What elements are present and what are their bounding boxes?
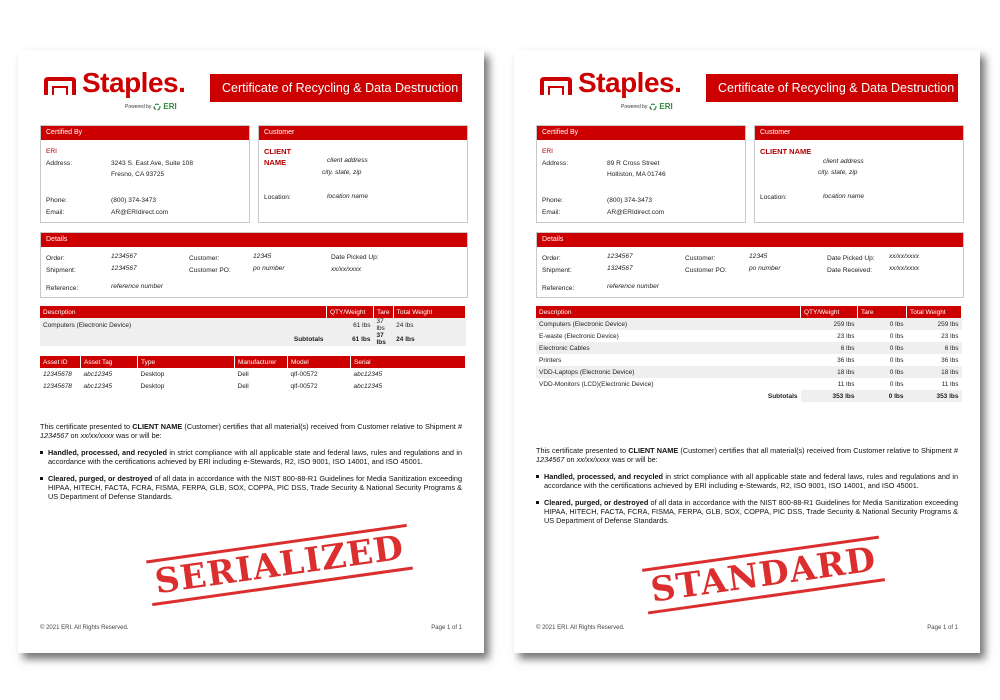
- bullet-title: Cleared, purged, or destroyed: [544, 498, 649, 507]
- intro-client-name: CLIENT NAME: [132, 422, 183, 431]
- email-value: AR@ERIdirect.com: [607, 209, 665, 216]
- customer-number-label: Customer:: [189, 255, 220, 262]
- row-description: Computers (Electronic Device): [40, 318, 327, 332]
- email-value: AR@ERIdirect.com: [111, 209, 169, 216]
- email-label: Email:: [46, 209, 65, 216]
- row-total: 259 lbs: [907, 318, 962, 330]
- certificate-page-standard: [514, 50, 980, 653]
- eri-logo-text: ERI: [659, 102, 673, 111]
- row-description: Computers (Electronic Device): [536, 318, 801, 330]
- table-row: [536, 354, 962, 366]
- asset-type: Desktop: [140, 370, 165, 378]
- date-picked-value: xx/xx/xxxx: [331, 266, 362, 273]
- col-asset-tag: Asset Tag: [81, 356, 138, 368]
- subtotal-label: Subtotals: [767, 392, 798, 400]
- client-name: CLIENT NAME: [760, 147, 812, 156]
- address-label: Address:: [46, 160, 73, 167]
- subtotal-row: [536, 390, 962, 402]
- weight-table: [536, 306, 962, 402]
- table-row: [536, 378, 962, 390]
- row-total: 36 lbs: [941, 356, 959, 364]
- col-total: Total Weight: [907, 306, 962, 318]
- asset-tag: abc12345: [83, 382, 113, 390]
- address-label: Address:: [542, 160, 569, 167]
- subtotal-qty: 61 lbs: [327, 332, 374, 346]
- customer-po-value: po number: [253, 265, 285, 272]
- row-total: 23 lbs: [941, 332, 959, 340]
- phone-value: (800) 374-3473: [111, 197, 157, 204]
- client-address: client address: [823, 158, 864, 165]
- date-picked-label: Date Picked Up:: [331, 254, 379, 261]
- page-header: [536, 50, 958, 130]
- col-serial: Serial: [351, 356, 466, 368]
- row-description: VDD-Laptops (Electronic Device): [536, 366, 801, 378]
- col-description: Description: [536, 306, 801, 318]
- address-line-1: 3243 S. East Ave, Suite 108: [111, 160, 193, 167]
- row-description: Printers: [539, 356, 562, 364]
- asset-id: 12345678: [43, 382, 72, 390]
- bullet-dot: [536, 475, 539, 478]
- certification-statement: [536, 446, 958, 525]
- customer-po-value: po number: [749, 265, 781, 272]
- powered-by: [125, 102, 177, 111]
- subtotal-total: 24 lbs: [393, 332, 465, 346]
- footer-copyright: © 2021 ERI. All Rights Reserved.: [536, 625, 625, 631]
- client-city: city, state, zip: [818, 169, 858, 176]
- intro-date: xx/xx/xxxx: [80, 431, 114, 440]
- intro-shipment: 1234567: [536, 455, 565, 464]
- shipment-label: Shipment:: [46, 267, 76, 274]
- phone-label: Phone:: [46, 197, 67, 204]
- intro-text: on: [566, 455, 575, 464]
- reference-label: Reference:: [542, 285, 575, 292]
- bullet-text: of all data in accordance with the NIST 800-88-R1 Guidelines for Media Sanitization exceeding HIPAA, HITECH, FACTA, FCRA, FISMA, FERPA, GLB, SOX, COPPA, PIC DSS, Trade Security & National Security Programs & US Department of Defense Standards.: [48, 474, 462, 501]
- table-header-row: [40, 306, 466, 318]
- asset-manufacturer: Dell: [237, 382, 249, 390]
- intro-text: was or will be:: [611, 455, 658, 464]
- date-picked-label: Date Picked Up:: [827, 255, 875, 262]
- row-qty: 6 lbs: [801, 342, 858, 354]
- order-label: Order:: [46, 255, 65, 262]
- asset-serial: abc12345: [353, 370, 383, 378]
- col-type: Type: [138, 356, 235, 368]
- customer-box: [258, 125, 468, 223]
- footer-page-number: Page 1 of 1: [431, 625, 462, 631]
- row-qty: 259 lbs: [801, 318, 858, 330]
- certificate-page-serialized: [18, 50, 484, 653]
- staples-logo-text: Staples.: [82, 67, 186, 98]
- certified-by-header: Certified By: [41, 126, 249, 140]
- row-tare: 0 lbs: [858, 366, 907, 378]
- location-label: Location:: [760, 194, 787, 201]
- address-line-2: Fresno, CA 93725: [111, 171, 165, 178]
- location-name: location name: [327, 193, 369, 200]
- phone-value: (800) 374-3473: [607, 197, 653, 204]
- asset-table: [40, 356, 466, 392]
- row-tare: 0 lbs: [858, 342, 907, 354]
- subtotal-total: 353 lbs: [907, 390, 962, 402]
- col-model: Model: [288, 356, 351, 368]
- asset-model: qlf-00572: [290, 370, 318, 378]
- date-received-value: xx/xx/xxxx: [889, 265, 920, 272]
- table-row: [536, 366, 962, 378]
- subtotal-qty: 353 lbs: [801, 390, 858, 402]
- certificate-title: Certificate of Recycling & Data Destruction: [210, 74, 462, 102]
- asset-row: [40, 368, 466, 380]
- reference-label: Reference:: [46, 285, 79, 292]
- order-value: 1234567: [607, 253, 633, 260]
- bullet-title: Handled, processed, and recycled: [48, 448, 168, 457]
- shipment-label: Shipment:: [542, 267, 572, 274]
- reference-value: reference number: [111, 283, 164, 290]
- client-name-line-2: NAME: [264, 158, 287, 167]
- asset-row: [40, 380, 466, 392]
- col-tare: Tare: [374, 306, 394, 318]
- page-header: [40, 50, 462, 130]
- row-tare: 0 lbs: [858, 318, 907, 330]
- customer-number-label: Customer:: [685, 255, 716, 262]
- client-city: city, state, zip: [322, 169, 362, 176]
- bullet-dot: [536, 501, 539, 504]
- staples-logo-text: Staples.: [578, 67, 682, 98]
- intro-text: This certificate presented to: [40, 422, 131, 431]
- intro-text: This certificate presented to: [536, 446, 627, 455]
- customer-header: Customer: [755, 126, 963, 140]
- subtotal-label: Subtotals: [40, 332, 327, 346]
- customer-number-value: 12345: [749, 253, 768, 260]
- bullet-title: Handled, processed, and recycled: [544, 472, 664, 481]
- address-line-2: Holliston, MA 01746: [607, 171, 666, 178]
- email-label: Email:: [542, 209, 561, 216]
- row-total: 18 lbs: [907, 366, 962, 378]
- certification-intro: [536, 446, 958, 464]
- row-description: VDD-Monitors (LCD)(Electronic Device): [539, 380, 654, 388]
- asset-type: Desktop: [140, 382, 165, 390]
- details-box: [40, 232, 468, 298]
- col-total: Total Weight: [393, 306, 465, 318]
- certification-statement: [40, 422, 462, 501]
- bullet-text: in strict compliance with all applicable state and federal laws, rules and regulations and in accordance with the certifications achieved by ERI including e-Stewards, R2, ISO 9001, ISO 14001, and ISO 45001.: [544, 472, 958, 490]
- shipment-value: 1234567: [111, 265, 137, 272]
- certificate-title: Certificate of Recycling & Data Destruction: [706, 74, 958, 102]
- row-tare: 37 lbs: [374, 318, 394, 332]
- footer-copyright: © 2021 ERI. All Rights Reserved.: [40, 625, 129, 631]
- col-qty: QTY/Weight: [801, 306, 858, 318]
- bullet-data-destroyed: [536, 498, 958, 525]
- certification-intro: [40, 422, 462, 440]
- row-tare: 0 lbs: [889, 380, 904, 388]
- intro-text: (Customer) certifies that all material(s) received from Customer relative to Shipment #: [680, 446, 959, 455]
- phone-label: Phone:: [542, 197, 563, 204]
- bullet-dot: [40, 451, 43, 454]
- row-description: E-waste (Electronic Device): [539, 332, 619, 340]
- asset-header-row: [40, 356, 466, 368]
- serialized-stamp: SERIALIZED: [146, 524, 413, 606]
- certified-by-box: [40, 125, 250, 223]
- certifier-name: ERI: [542, 148, 553, 155]
- table-row: [536, 342, 962, 354]
- certified-by-box: [536, 125, 746, 223]
- intro-text: (Customer) certifies that all material(s) received from Customer relative to Shipment #: [184, 422, 463, 431]
- location-label: Location:: [264, 194, 291, 201]
- bullet-text: of all data in accordance with the NIST 800-88-R1 Guidelines for Media Sanitization exceeding HIPAA, HITECH, FACTA, FCRA, FISMA, FERPA, GLB, SOX, COPPA, PIC DSS, Trade Security & National Security Programs & US Department of Defense Standards.: [544, 498, 958, 525]
- weight-table: [40, 306, 466, 346]
- row-qty: 36 lbs: [837, 356, 855, 364]
- bullet-recycled: [536, 472, 958, 490]
- customer-po-label: Customer PO:: [189, 267, 231, 274]
- client-address: client address: [327, 157, 368, 164]
- date-picked-value: xx/xx/xxxx: [889, 253, 920, 260]
- date-received-label: Date Received:: [827, 267, 873, 274]
- intro-shipment: 1234567: [40, 431, 69, 440]
- row-tare: 0 lbs: [889, 356, 904, 364]
- bullet-data-destroyed: [40, 474, 462, 501]
- subtotal-row: [40, 332, 466, 346]
- col-asset-id: Asset ID: [40, 356, 81, 368]
- bullet-recycled: [40, 448, 462, 466]
- powered-by-label: Powered by: [125, 103, 152, 110]
- shipment-value: 1324567: [607, 265, 633, 272]
- row-qty: 23 lbs: [837, 332, 855, 340]
- intro-date: xx/xx/xxxx: [576, 455, 610, 464]
- row-total: 11 lbs: [941, 380, 959, 388]
- subtotal-tare: 37 lbs: [374, 332, 394, 346]
- staples-logo-icon: [539, 77, 573, 97]
- staples-logo-icon: [43, 77, 77, 97]
- customer-box: [754, 125, 964, 223]
- table-row: [536, 330, 962, 342]
- address-line-1: 89 R Cross Street: [607, 160, 660, 167]
- asset-model: qlf-00572: [290, 382, 318, 390]
- eri-logo-text: ERI: [163, 102, 177, 111]
- intro-client-name: CLIENT NAME: [628, 446, 679, 455]
- bullet-dot: [40, 477, 43, 480]
- reference-value: reference number: [607, 283, 660, 290]
- row-qty: 11 lbs: [837, 380, 855, 388]
- details-header: Details: [41, 233, 467, 247]
- recycle-icon: [649, 103, 657, 111]
- table-row: [536, 318, 962, 330]
- footer-page-number: Page 1 of 1: [927, 625, 958, 631]
- asset-serial: abc12345: [353, 382, 383, 390]
- powered-by-label: Powered by: [621, 103, 648, 110]
- row-qty: 18 lbs: [801, 366, 858, 378]
- order-label: Order:: [542, 255, 561, 262]
- asset-tag: abc12345: [83, 370, 113, 378]
- row-total: 6 lbs: [907, 342, 962, 354]
- subtotal-tare: 0 lbs: [858, 390, 907, 402]
- order-value: 1234567: [111, 253, 137, 260]
- bullet-text: in strict compliance with all applicable state and federal laws, rules and regulations and in accordance with the certifications achieved by ERI including e-Stewards, R2, ISO 9001, ISO 14001, and ISO 45001.: [48, 448, 462, 466]
- customer-number-value: 12345: [253, 253, 272, 260]
- details-header: Details: [537, 233, 963, 247]
- col-tare: Tare: [858, 306, 907, 318]
- asset-id: 12345678: [43, 370, 72, 378]
- certifier-name: ERI: [46, 148, 57, 155]
- row-qty: 61 lbs: [327, 318, 374, 332]
- powered-by: [621, 102, 673, 111]
- bullet-title: Cleared, purged, or destroyed: [48, 474, 153, 483]
- location-name: location name: [823, 193, 865, 200]
- asset-manufacturer: Dell: [237, 370, 249, 378]
- details-box: [536, 232, 964, 298]
- intro-text: on: [70, 431, 79, 440]
- customer-header: Customer: [259, 126, 467, 140]
- table-row: [40, 318, 466, 332]
- row-description: Electronic Cables: [536, 342, 801, 354]
- col-qty: QTY/Weight: [327, 306, 374, 318]
- certified-by-header: Certified By: [537, 126, 745, 140]
- col-manufacturer: Manufacturer: [235, 356, 288, 368]
- row-total: 24 lbs: [393, 318, 465, 332]
- client-name-line-1: CLIENT: [264, 147, 292, 156]
- standard-stamp: STANDARD: [642, 536, 885, 615]
- customer-po-label: Customer PO:: [685, 267, 727, 274]
- intro-text: was or will be:: [115, 431, 162, 440]
- col-description: Description: [40, 306, 327, 318]
- row-tare: 0 lbs: [889, 332, 904, 340]
- table-header-row: [536, 306, 962, 318]
- recycle-icon: [153, 103, 161, 111]
